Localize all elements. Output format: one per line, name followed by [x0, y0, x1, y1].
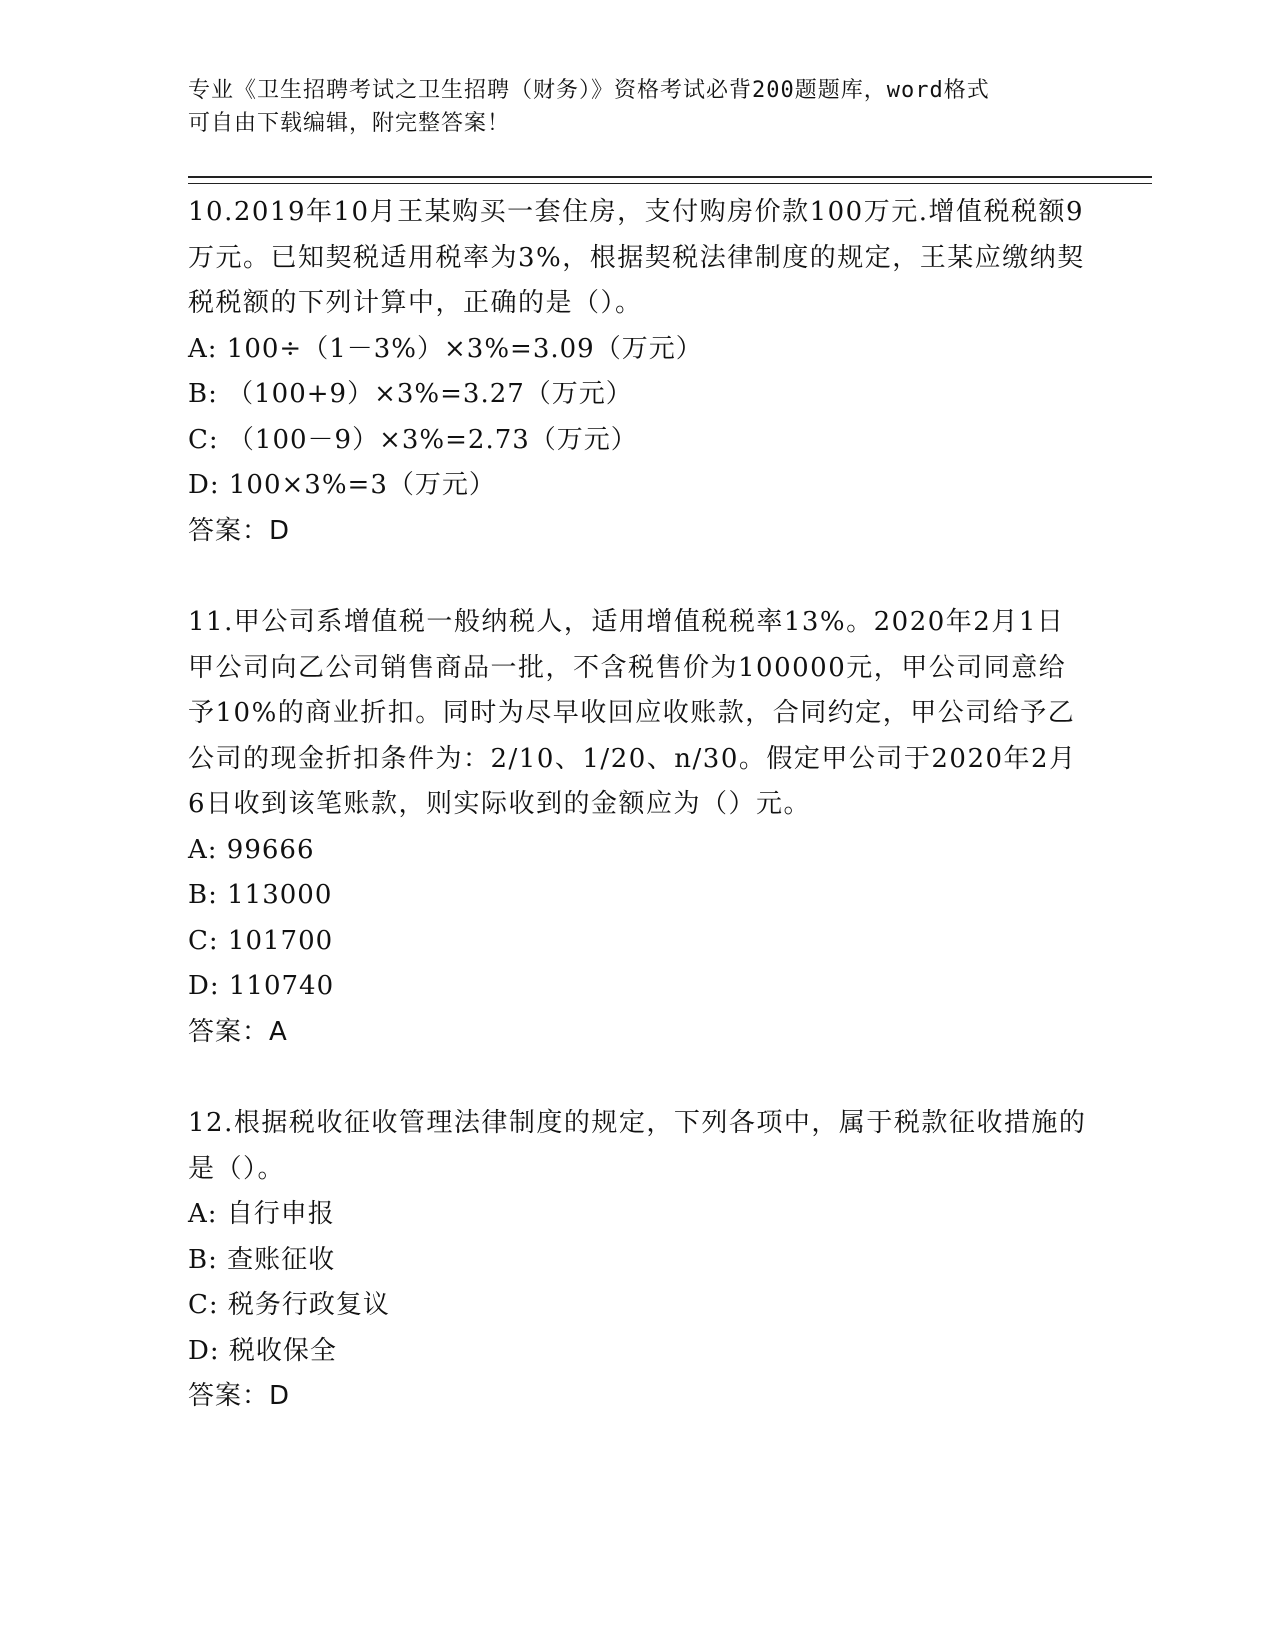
header-line-2: 可自由下载编辑，附完整答案！	[188, 111, 511, 136]
option-b: B: （100+9）×3%=3.27（万元）	[188, 379, 633, 409]
question-11	[188, 600, 1088, 1055]
question-spacer	[188, 1055, 1088, 1101]
option-d: D: 100×3%=3（万元）	[188, 470, 496, 500]
answer-label: 答案：D	[188, 515, 291, 546]
option-d: D: 税收保全	[188, 1335, 337, 1366]
answer-label: 答案：A	[188, 1016, 288, 1047]
document-header	[188, 74, 1068, 140]
option-b: B: 查账征收	[188, 1244, 336, 1275]
answer-label: 答案：D	[188, 1381, 291, 1411]
question-spacer	[188, 554, 1088, 600]
question-list	[188, 190, 1088, 1420]
header-line-1: 专业《卫生招聘考试之卫生招聘（财务）》资格考试必背200题题库，word格式	[188, 78, 990, 103]
option-d: D: 110740	[188, 971, 335, 1001]
option-a: A: 自行申报	[188, 1199, 335, 1229]
question-text: 12.根据税收征收管理法律制度的规定，下列各项中，属于税款征收措施的是（）。	[188, 1108, 1087, 1184]
header-divider-thin	[188, 183, 1152, 184]
option-b: B: 113000	[188, 880, 333, 910]
header-divider-thick	[188, 176, 1152, 178]
question-text: 11.甲公司系增值税一般纳税人，适用增值税税率13%。2020年2月1日甲公司向乙公司销售商品一批，不含税售价为100000元，甲公司同意给予10%的商业折扣。同时为尽早收回应收账款，合同约定，甲公司给予乙公司的现金折扣条件为：2/10、1/20、n/30。假定甲公司于2020年2月6日收到该笔账款，则实际收到的金额应为（）元。	[188, 607, 1077, 819]
option-c: C: （100－9）×3%=2.73（万元）	[188, 424, 638, 455]
question-text: 10.2019年10月王某购买一套住房，支付购房价款100万元.增值税税额9万元。已知契税适用税率为3%，根据契税法律制度的规定，王某应缴纳契税税额的下列计算中，正确的是（）。	[188, 197, 1085, 318]
option-c: C: 税务行政复议	[188, 1290, 390, 1320]
option-a: A: 99666	[188, 834, 315, 865]
question-12	[188, 1101, 1088, 1420]
question-10	[188, 190, 1088, 554]
option-a: A: 100÷（1－3%）×3%=3.09（万元）	[188, 333, 703, 364]
option-c: C: 101700	[188, 925, 334, 956]
